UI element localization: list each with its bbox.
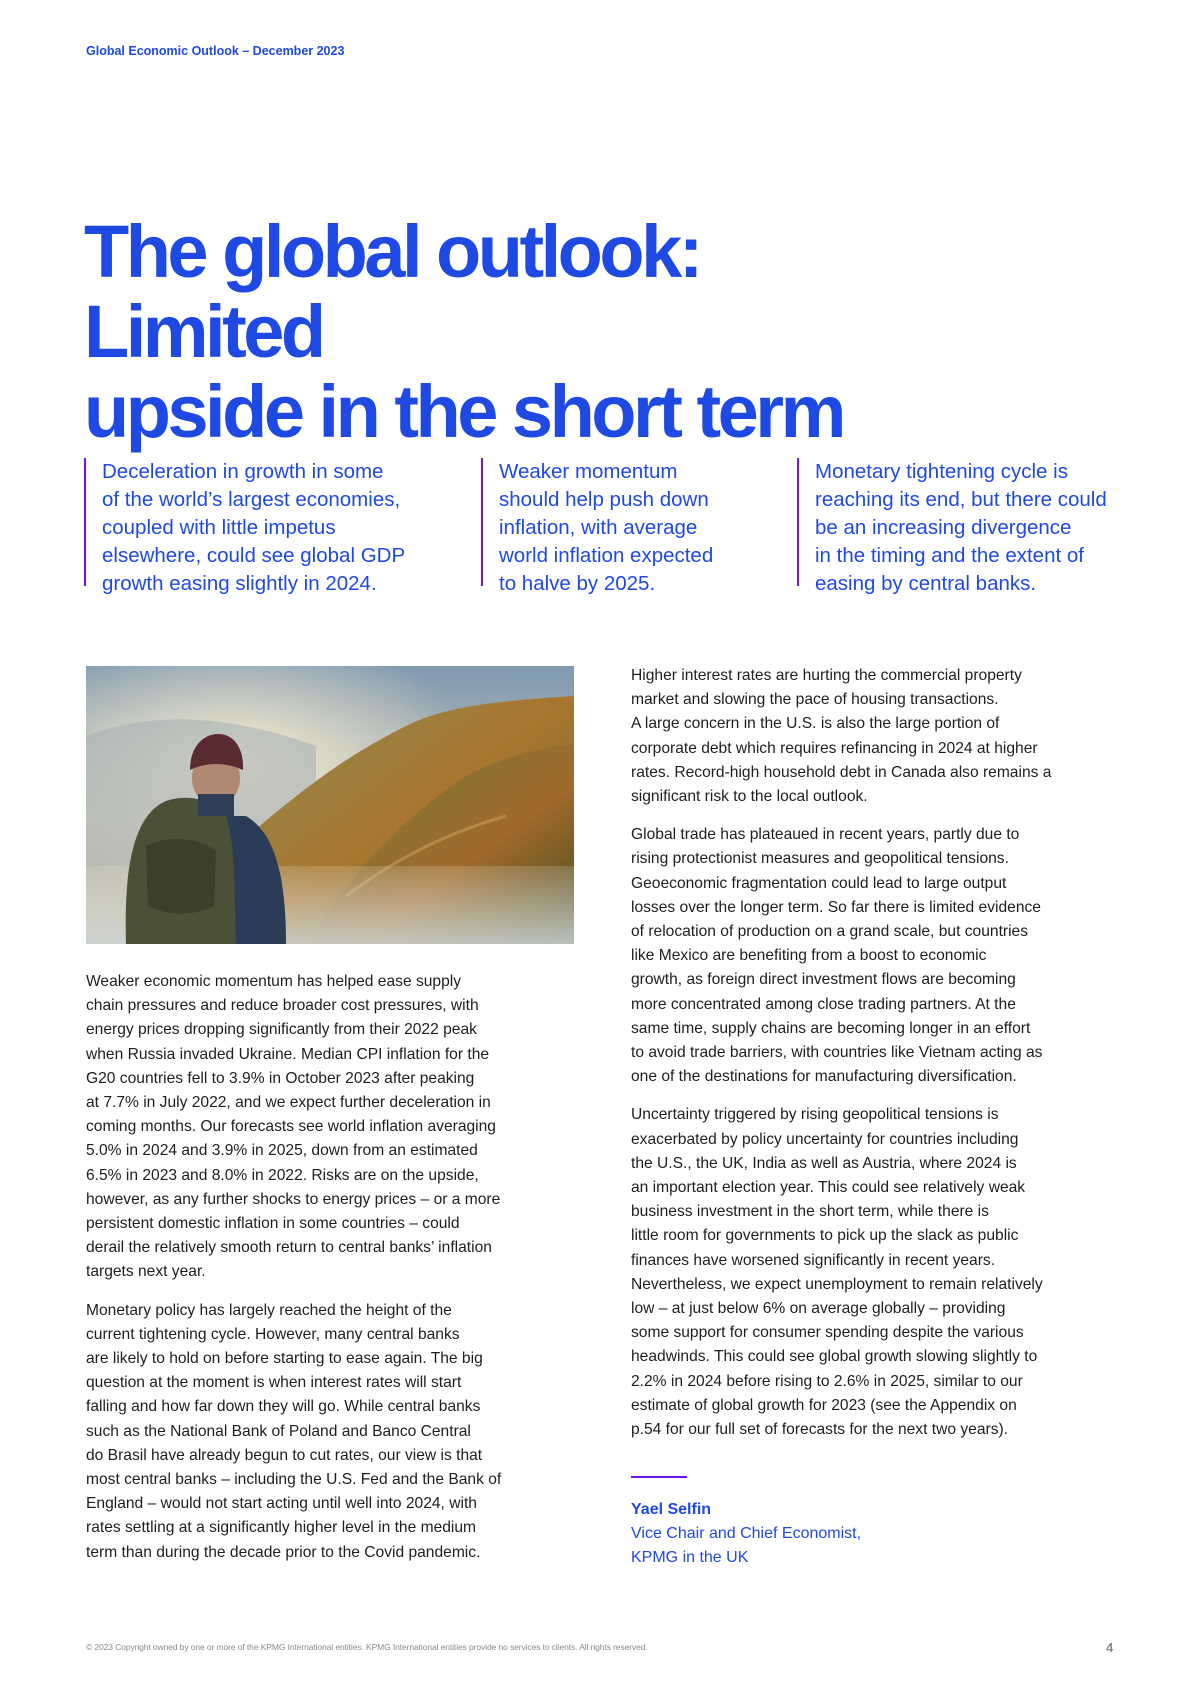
author-divider [631, 1476, 687, 1478]
author-block [631, 1498, 861, 1570]
page-title-line-1: The global outlook: Limited [84, 210, 700, 373]
body-paragraph: Uncertainty triggered by rising geopolitical tensions is exacerbated by policy uncertainty for countries including the U.S., the UK, India as well as Austria, where 2024 is an important election year. This could see relatively weak business investment in the short term, while there is little room for governments to pick up the slack as public finances have worsened significantly in recent years. Nevertheless, we expect unemployment to remain relatively low – at just below 6% on average globally – providing some support for consumer spending despite the various headwinds. This could see global growth slowing slightly to 2.2% in 2024 before rising to 2.6% in 2025, similar to our estimate of global growth for 2023 (see the Appendix on p.54 for our full set of forecasts for the next two years). [631, 1106, 1043, 1439]
page-title-line-2: upside in the short term [84, 370, 843, 453]
body-paragraph: Monetary policy has largely reached the height of the current tightening cycle. However, many central banks are likely to hold on before starting to ease again. The big question at the moment is when interest rates will start falling and how far down they will go. While central banks such as the National Bank of Poland and Banco Central do Brasil have already begun to cut rates, our view is that most central banks – including the U.S. Fed and the Bank of England – would not start acting until well into 2024, with rates settling at a significantly higher level in the medium term than during the decade prior to the Covid pandemic. [86, 1301, 502, 1561]
callout-growth [84, 458, 414, 595]
left-column [86, 970, 576, 1579]
body-paragraph: Higher interest rates are hurting the commercial property market and slowing the pace of housing transactions. A large concern in the U.S. is also the large portion of corporate debt which requires refinancing in 2024 at higher rates. Record-high household debt in Canada also remains a significant risk to the local outlook. [631, 667, 1052, 806]
page-title [84, 212, 844, 452]
author-role: Vice Chair and Chief Economist, [631, 1525, 862, 1542]
callout-inflation [481, 458, 741, 595]
callout-text: Monetary tightening cycle is reaching its end, but there could be an increasing divergence in the timing and the extent of easing by central banks. [815, 460, 1107, 595]
running-title: Global Economic Outlook – December 2023 [86, 44, 345, 58]
callout-monetary [797, 458, 1127, 595]
copyright-notice: © 2023 Copyright owned by one or more of the KPMG International entities. KPMG International entities provide no services to clients. All rights reserved. [86, 1642, 648, 1652]
body-paragraph: Global trade has plateaued in recent years, partly due to rising protectionist measures and geopolitical tensions. Geoeconomic fragmentation could lead to large output losses over the longer term. So far there is limited evidence of relocation of production on a grand scale, but countries like Mexico are benefiting from a boost to economic growth, as foreign direct investment flows are becoming more concentrated among close trading partners. At the same time, supply chains are becoming longer in an effort to avoid trade barriers, with countries like Vietnam acting as one of the destinations for manufacturing diversification. [631, 826, 1043, 1086]
callout-text: Deceleration in growth in some of the world’s largest economies, coupled with little impetus elsewhere, could see global GDP growth easing slightly in 2024. [102, 460, 406, 595]
callout-text: Weaker momentum should help push down inflation, with average world inflation expected to halve by 2025. [499, 460, 714, 595]
page-number: 4 [1106, 1640, 1114, 1655]
body-paragraph: Weaker economic momentum has helped ease supply chain pressures and reduce broader cost pressures, with energy prices dropping significantly from their 2022 peak when Russia invaded Ukraine. Median CPI inflation for the G20 countries fell to 3.9% in October 2023 after peaking at 7.7% in July 2022, and we expect further deceleration in coming months. Our forecasts see world inflation averaging 5.0% in 2024 and 3.9% in 2025, down from an estimated 6.5% in 2023 and 8.0% in 2022. Risks are on the upside, however, as any further shocks to energy prices – or a more persistent domestic inflation in some countries – could derail the relatively smooth return to central banks’ inflation targets next year. [86, 973, 501, 1281]
right-column [631, 664, 1121, 1456]
hiker-mountain-photo [86, 666, 574, 944]
author-organisation: KPMG in the UK [631, 1549, 749, 1566]
author-name: Yael Selfin [631, 1501, 712, 1518]
